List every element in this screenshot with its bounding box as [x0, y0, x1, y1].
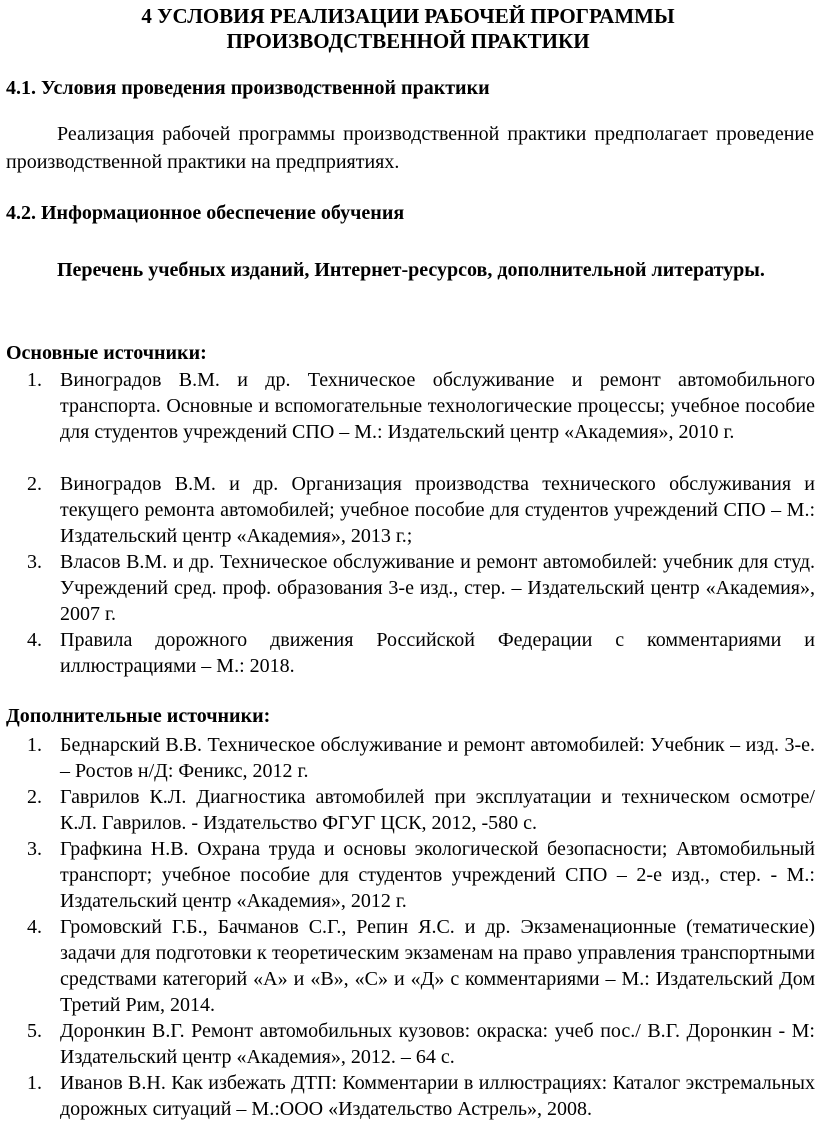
section-1-heading: 4.1. Условия проведения производственной практики	[6, 77, 490, 99]
list-item-text: Власов В.М. и др. Техническое обслуживание и ремонт автомобилей: учебник для студ. Учреждений сред. проф. образования 3-е изд., стер. – Издательский центр «Академия», 2007 г.	[60, 551, 815, 625]
document-title-line-1: 4 УСЛОВИЯ РЕАЛИЗАЦИИ РАБОЧЕЙ ПРОГРАММЫ	[141, 4, 675, 28]
list-item-text: Виноградов В.М. и др. Техническое обслуживание и ремонт автомобильного транспорта. Основные и вспомогательные технологические процессы; учебное пособие для студентов учреждений СПО – М.: Издательский центр «Академия», 2010 г.	[60, 369, 815, 443]
list-item-number: 3.	[27, 838, 42, 860]
list-item-number: 1.	[27, 1072, 42, 1094]
section-2-subheading: Перечень учебных изданий, Интернет-ресурсов, дополнительной литературы.	[57, 259, 765, 281]
list-item-text: Графкина Н.В. Охрана труда и основы экологической безопасности; Автомобильный транспорт; учебное пособие для студентов учреждений СПО – 2-е изд., стер. - М.: Издательский центр «Академия», 2012 г.	[60, 838, 815, 912]
main-sources-heading: Основные источники:	[6, 342, 207, 364]
list-item-text: Гаврилов К.Л. Диагностика автомобилей при эксплуатации и техническом осмотре/ К.Л. Гаврилов. - Издательство ФГУГ ЦСК, 2012, -580 с.	[60, 786, 815, 834]
list-item-text: Доронкин В.Г. Ремонт автомобильных кузовов: окраска: учеб пос./ В.Г. Доронкин - М: Издательский центр «Академия», 2012. – 64 с.	[60, 1020, 815, 1068]
list-item-number: 1.	[27, 369, 42, 391]
section-2-heading: 4.2. Информационное обеспечение обучения	[6, 202, 405, 224]
list-item-number: 4.	[27, 629, 42, 651]
document-title-line-2: ПРОИЗВОДСТВЕННОЙ ПРАКТИКИ	[226, 29, 590, 53]
list-item-number: 2.	[27, 786, 42, 808]
list-item-text: Правила дорожного движения Российской Федерации с комментариями и иллюстрациями – М.: 2018.	[60, 629, 815, 677]
list-item-number: 3.	[27, 551, 42, 573]
list-item-text: Иванов В.Н. Как избежать ДТП: Комментарии в иллюстрациях: Каталог экстремальных дорожных ситуаций – М.:ООО «Издательство Астрель», 2008.	[60, 1072, 815, 1120]
list-item-text: Беднарский В.В. Техническое обслуживание и ремонт автомобилей: Учебник – изд. 3-е. – Ростов н/Д: Феникс, 2012 г.	[60, 734, 815, 782]
list-item-number: 1.	[27, 734, 42, 756]
list-item-number: 4.	[27, 916, 42, 938]
additional-sources-heading: Дополнительные источники:	[6, 705, 271, 727]
list-item-text: Виноградов В.М. и др. Организация производства технического обслуживания и текущего ремонта автомобилей; учебное пособие для студентов учреждений СПО – М.: Издательский центр «Академия», 2013 г.;	[60, 473, 815, 547]
list-item-text: Громовский Г.Б., Бачманов С.Г., Репин Я.С. и др. Экзаменационные (тематические) задачи для подготовки к теоретическим экзаменам на право управления транспортными средствами категорий «А» и «В», «С» и «Д» с комментариями – М.: Издательский Дом Третий Рим, 2014.	[60, 916, 815, 1016]
list-item-number: 2.	[27, 473, 42, 495]
list-item-number: 5.	[27, 1020, 42, 1042]
section-1-paragraph: Реализация рабочей программы производственной практики предполагает проведение производственной практики на предприятиях.	[6, 123, 814, 173]
